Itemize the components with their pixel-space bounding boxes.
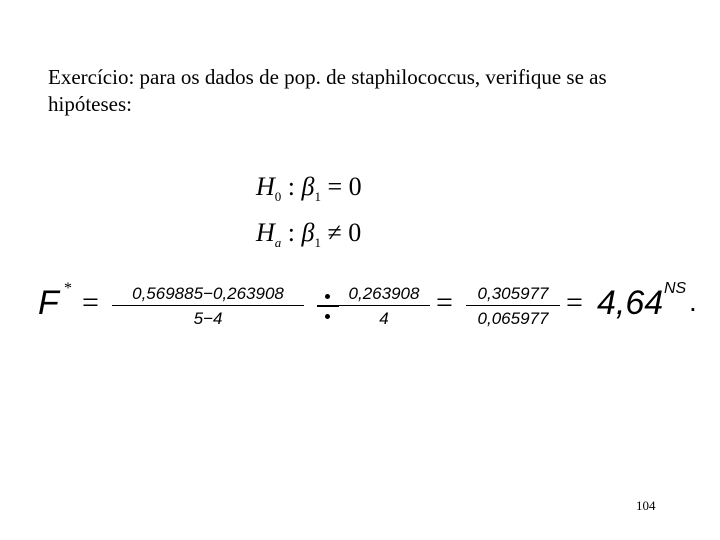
colon: :	[287, 218, 296, 247]
fraction-1	[112, 284, 304, 329]
ns-superscript: NS	[664, 280, 687, 297]
period: .	[689, 286, 697, 317]
relation: =	[327, 172, 343, 201]
h-subscript: 0	[274, 189, 282, 204]
fraction-1-numerator: 0,569885−0,263908	[112, 284, 304, 306]
f-star: *	[64, 280, 72, 297]
relation: ≠	[327, 218, 342, 247]
fraction-2-denominator: 4	[379, 309, 389, 328]
equals-sign: =	[436, 286, 453, 319]
beta-symbol: β	[301, 172, 315, 201]
fraction-2	[338, 284, 430, 329]
f-statistic-equation	[38, 278, 708, 338]
page-number: 104	[636, 498, 656, 513]
beta-subscript: 1	[314, 235, 321, 250]
fraction-3	[466, 284, 560, 329]
beta-symbol: β	[301, 218, 315, 247]
colon: :	[287, 172, 296, 201]
h-symbol: H	[256, 218, 275, 247]
f-symbol: F	[38, 284, 59, 322]
value: 0	[348, 218, 362, 247]
f-result: 4,64	[597, 284, 664, 322]
value: 0	[348, 172, 362, 201]
intro-text: Exercício: para os dados de pop. de staphilococcus, verifique se as hipóteses:	[48, 65, 607, 116]
fraction-3-denominator: 0,065977	[477, 309, 549, 328]
beta-subscript: 1	[314, 189, 321, 204]
fraction-2-numerator: 0,263908	[338, 284, 430, 306]
null-hypothesis	[256, 172, 362, 205]
fraction-3-numerator: 0,305977	[466, 284, 560, 306]
h-symbol: H	[256, 172, 275, 201]
equals-sign: =	[566, 286, 583, 319]
alternative-hypothesis	[256, 218, 361, 251]
equals-sign: =	[82, 286, 99, 319]
fraction-1-denominator: 5−4	[193, 309, 223, 328]
h-subscript: a	[274, 235, 282, 250]
